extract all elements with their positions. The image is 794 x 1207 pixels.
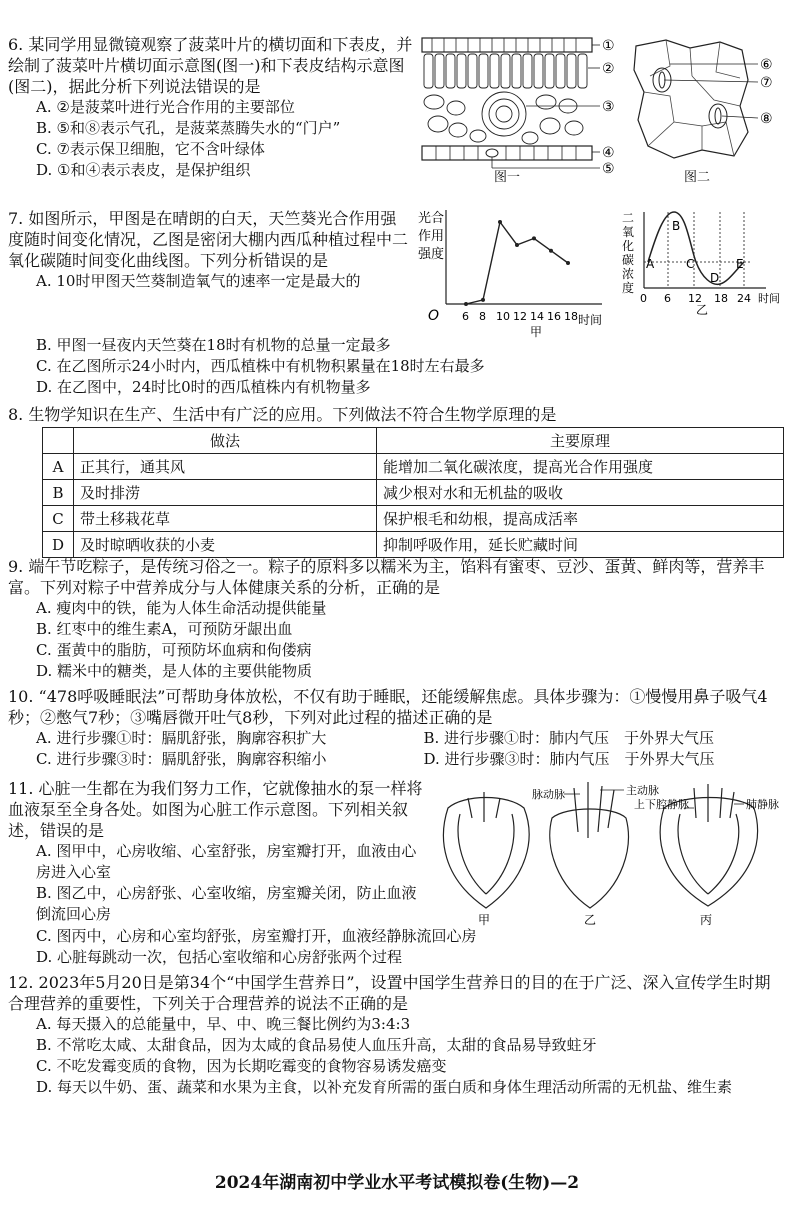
q8-header-principle: 主要原理	[377, 428, 784, 454]
yi-ylabel-6: 度	[622, 281, 635, 295]
q11-option-c: C. 图丙中，心房和心室均舒张，房室瓣打开，血液经静脉流回心房	[36, 927, 477, 945]
jia-point-14	[532, 236, 536, 240]
heart-label-pulmonary-artery: 脉动脉	[532, 788, 565, 801]
fig1-label-3: ③	[602, 99, 615, 115]
q8-table-header	[43, 428, 784, 454]
jia-point-6	[464, 302, 468, 306]
question-11-stem: 11. 心脏一生都在为我们努力工作，它就像抽水的泵一样将血液泵至全身各处。如图为心脏工作示意图。下列相关叙述，错误的是	[8, 779, 423, 840]
q9-option-d: D. 糯米中的糖类，是人体的主要供能物质	[36, 662, 313, 680]
jia-tick-12: 12	[513, 310, 527, 323]
q8-row-c-option: C	[43, 506, 74, 532]
q10-option-d: D. 进行步骤③时：肺内气压 于外界大气压	[423, 750, 715, 768]
fig1-caption: 图一	[494, 170, 521, 185]
q8-row-c-practice: 带土移栽花草	[74, 506, 377, 532]
jia-tick-18: 18	[564, 310, 578, 323]
table-row	[43, 454, 784, 480]
question-10	[8, 686, 783, 770]
jia-title: 甲	[530, 325, 543, 338]
q6-option-c: C. ⑦表示保卫细胞，它不含叶绿体	[36, 140, 265, 158]
lower-epidermis-figure	[630, 36, 780, 164]
chart-jia	[412, 204, 612, 338]
jia-tick-10: 10	[496, 310, 510, 323]
q12-option-b: B. 不常吃太咸、太甜食品，因为太咸的食品易使人血压升高，太甜的食品易导致蛀牙	[36, 1036, 597, 1054]
yi-tick-0: 0	[640, 292, 647, 305]
jia-xlabel: 时间	[578, 313, 603, 327]
q8-row-b-practice: 及时排涝	[74, 480, 377, 506]
q6-option-d: D. ①和④表示表皮，是保护组织	[36, 161, 251, 179]
question-9	[8, 556, 783, 682]
q10-option-a: A. 进行步骤①时：膈肌舒张，胸廓容积扩大	[36, 729, 327, 747]
yi-xlabel: 时间	[758, 292, 780, 305]
table-row	[43, 506, 784, 532]
leaf-cross-section-figure	[418, 34, 628, 184]
yi-point-b: B	[672, 219, 681, 233]
q11-option-d: D. 心脏每跳动一次，包括心室收缩和心房舒张两个过程	[36, 948, 403, 966]
yi-tick-6: 6	[664, 292, 671, 305]
jia-tick-8: 8	[479, 310, 486, 323]
question-6-stem: 6. 某同学用显微镜观察了菠菜叶片的横切面和下表皮，并绘制了菠菜叶片横切面示意图(图一)和下表皮结构示意图(图二)，据此分析下列说法错误的是	[8, 35, 413, 96]
heart-jia	[443, 798, 529, 909]
fig2-caption: 图二	[684, 170, 711, 185]
jia-tick-16: 16	[547, 310, 561, 323]
yi-co2-curve	[648, 212, 744, 284]
q7-option-b: B. 甲图一昼夜内天竺葵在18时有机物的总量一定最多	[36, 336, 391, 354]
jia-point-16	[549, 249, 553, 253]
fig2-label-6: ⑥	[760, 57, 773, 73]
q6-option-b: B. ⑤和⑧表示气孔，是菠菜蒸腾失水的“门户”	[36, 119, 341, 137]
jia-series-line	[466, 222, 568, 304]
yi-tick-24: 24	[737, 292, 751, 305]
question-12-stem: 12. 2023年5月20日是第34个“中国学生营养日”，设置中国学生营养日的目的在于广泛、深入宣传学生时期合理营养的重要性，下列关于合理营养的说法不正确的是	[8, 973, 771, 1013]
heart-caption-bing: 丙	[700, 913, 713, 927]
q7-option-a: A. 10时甲图天竺葵制造氧气的速率一定是最大的	[36, 272, 361, 290]
jia-ylabel-3: 强度	[418, 247, 445, 262]
question-8-stem: 8. 生物学知识在生产、生活中有广泛的应用。下列做法不符合生物学原理的是	[8, 405, 557, 424]
jia-point-18	[566, 261, 570, 265]
chart-yi	[620, 206, 790, 316]
question-7-stem: 7. 如图所示，甲图是在晴朗的白天，天竺葵光合作用强度随时间变化情况，乙图是密闭大棚内西瓜种植过程中二氧化碳随时间变化曲线图。下列分析错误的是	[8, 209, 409, 270]
q7-option-d: D. 在乙图中，24时比0时的西瓜植株内有机物量多	[36, 378, 371, 396]
q11-option-a: A. 图甲中，心房收缩、心室舒张，房室瓣打开，血液由心房进入心室	[36, 842, 417, 881]
fig1-label-5: ⑤	[602, 161, 615, 177]
jia-point-10	[498, 220, 502, 224]
q8-row-d-principle: 抑制呼吸作用，延长贮藏时间	[377, 532, 784, 558]
yi-tick-18: 18	[714, 292, 728, 305]
q8-row-b-principle: 减少根对水和无机盐的吸收	[377, 480, 784, 506]
yi-ylabel-2: 氧	[622, 225, 635, 239]
yi-tick-12: 12	[688, 292, 702, 305]
q8-row-b-option: B	[43, 480, 74, 506]
q8-row-d-practice: 及时晾晒收获的小麦	[74, 532, 377, 558]
q9-option-c: C. 蛋黄中的脂肪，可预防坏血病和佝偻病	[36, 641, 312, 659]
q8-header-practice: 做法	[74, 428, 377, 454]
jia-origin: O	[428, 308, 440, 324]
question-10-stem: 10. “478呼吸睡眠法”可帮助身体放松，不仅有助于睡眠，还能缓解焦虑。具体步骤为：①慢慢用鼻子吸气4秒；②憋气7秒；③嘴唇微开吐气8秒，下列对此过程的描述正确的是	[8, 687, 768, 727]
jia-ylabel-2: 作用	[418, 229, 445, 244]
q8-row-a-option: A	[43, 454, 74, 480]
yi-ylabel-5: 浓	[622, 267, 635, 281]
heart-caption-yi: 乙	[584, 913, 597, 927]
heart-label-vena-cava: 上下腔静脉	[634, 798, 689, 811]
q12-option-d: D. 每天以牛奶、蛋、蔬菜和水果为主食，以补充发育所需的蛋白质和身体生理活动所需的无机盐、维生素	[36, 1078, 733, 1096]
jia-tick-14: 14	[530, 310, 544, 323]
q6-option-a: A. ②是菠菜叶进行光合作用的主要部位	[36, 98, 295, 116]
fig1-label-1: ①	[602, 38, 615, 54]
question-6	[8, 34, 418, 181]
question-7	[8, 208, 408, 292]
heart-label-aorta: 主动脉	[626, 784, 659, 797]
q8-table	[42, 427, 784, 558]
q10-options-row-2	[8, 749, 783, 770]
jia-tick-6: 6	[462, 310, 469, 323]
q10-options-row-1	[8, 728, 783, 749]
question-7-more	[8, 335, 783, 398]
fig1-label-4: ④	[602, 145, 615, 161]
q10-option-b: B. 进行步骤①时：肺内气压 于外界大气压	[423, 729, 715, 747]
q9-option-a: A. 瘦肉中的铁，能为人体生命活动提供能量	[36, 599, 327, 617]
jia-ylabel-1: 光合	[418, 211, 445, 226]
heart-caption-jia: 甲	[478, 913, 491, 927]
heart-label-pulmonary-vein: 肺静脉	[746, 798, 779, 811]
yi-ylabel-3: 化	[622, 239, 635, 253]
jia-point-8	[481, 298, 485, 302]
q8-row-a-practice: 正其行，通其风	[74, 454, 377, 480]
fig2-label-7: ⑦	[760, 75, 773, 91]
question-11-more	[8, 926, 783, 968]
q8-row-a-principle: 能增加二氧化碳浓度，提高光合作用强度	[377, 454, 784, 480]
yi-ylabel-1: 二	[622, 211, 635, 225]
heart-bing	[660, 798, 757, 907]
heart-diagram-figure	[428, 778, 784, 928]
yi-ylabel-4: 碳	[622, 253, 635, 267]
fig1-label-2: ②	[602, 61, 615, 77]
q12-option-c: C. 不吃发霉变质的食物，因为长期吃霉变的食物容易诱发癌变	[36, 1057, 447, 1075]
table-row	[43, 480, 784, 506]
question-12	[8, 972, 783, 1098]
table-row	[43, 532, 784, 558]
yi-point-a: A	[646, 257, 655, 271]
question-11	[8, 778, 428, 925]
q7-option-c: C. 在乙图所示24小时内，西瓜植株中有机物积累量在18时左右最多	[36, 357, 485, 375]
q11-option-b: B. 图乙中，心房舒张、心室收缩，房室瓣关闭，防止血液倒流回心房	[36, 884, 417, 923]
q8-row-c-principle: 保护根毛和幼根，提高成活率	[377, 506, 784, 532]
heart-yi	[550, 809, 629, 908]
fig2-label-8: ⑧	[760, 111, 773, 127]
q10-option-c: C. 进行步骤③时：膈肌舒张，胸廓容积缩小	[36, 750, 327, 768]
q12-option-a: A. 每天摄入的总能量中，早、中、晚三餐比例约为3:4:3	[36, 1015, 411, 1033]
q8-header-option	[43, 428, 74, 454]
yi-point-d: D	[710, 271, 720, 285]
jia-point-12	[515, 243, 519, 247]
question-9-stem: 9. 端午节吃粽子，是传统习俗之一。粽子的原料多以糯米为主，馅料有蜜枣、豆沙、蛋黄、鲜肉等，营养丰富。下列对粽子中营养成分与人体健康关系的分析，正确的是	[8, 557, 765, 597]
yi-title: 乙	[696, 303, 709, 316]
yi-point-e: E	[736, 257, 744, 271]
page-footer: 2024年湖南初中学业水平考试模拟卷(生物)—2	[214, 1173, 580, 1193]
yi-point-c: C	[686, 257, 695, 271]
q8-row-d-option: D	[43, 532, 74, 558]
q9-option-b: B. 红枣中的维生素A，可预防牙龈出血	[36, 620, 293, 638]
